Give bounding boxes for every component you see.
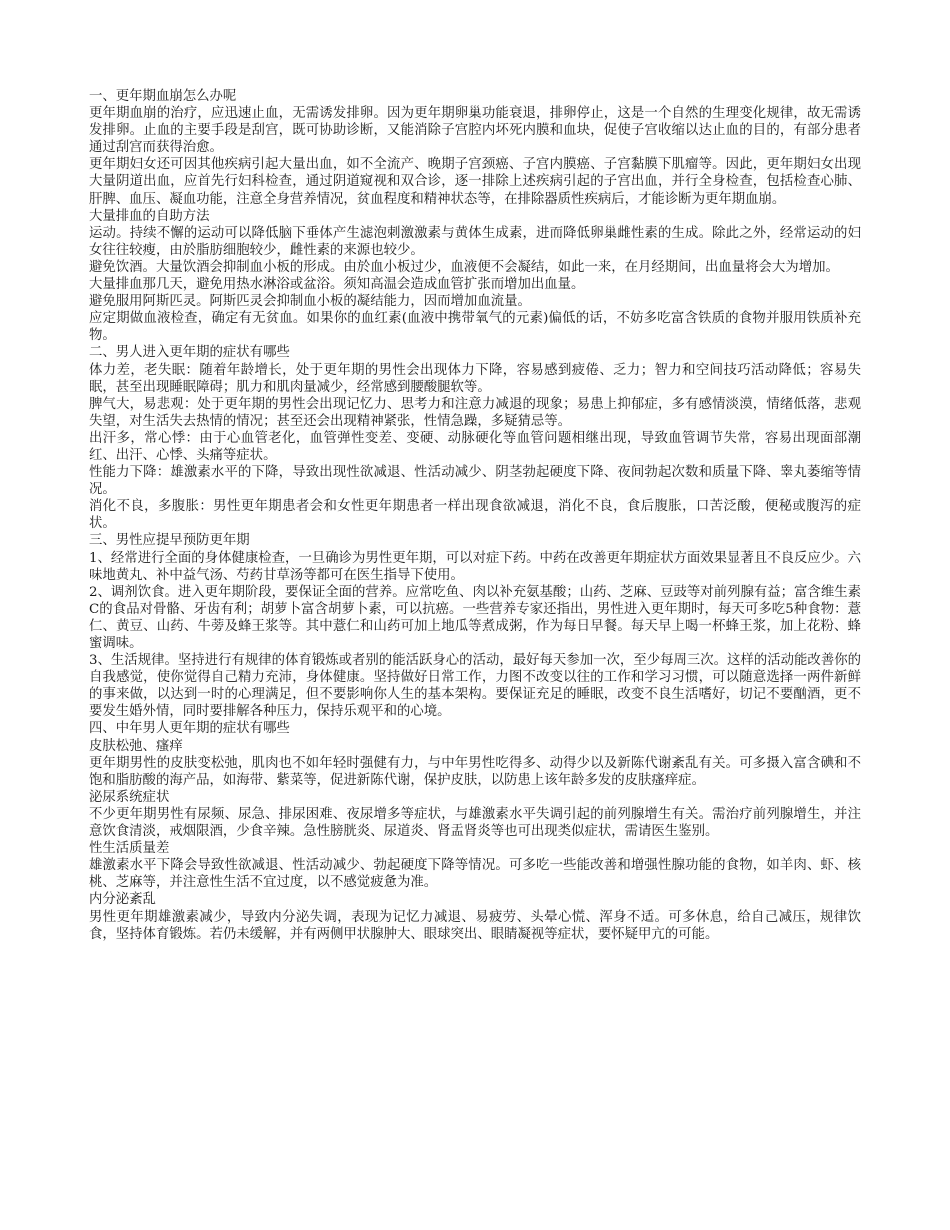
- heading-middle-aged-symptoms: 四、中年男人更年期的症状有哪些: [89, 721, 290, 737]
- subheading-skin: 皮肤松弛、瘙痒: [89, 738, 183, 754]
- subheading-self-help: 大量排血的自助方法: [89, 208, 210, 224]
- paragraph: 3、生活规律。坚持进行有规律的体育锻炼或者别的能活跃身心的活动，最好每天参加一次，至少每周三次。这样的活动能改善你的自我感觉，使你觉得自己精力充沛，身体健康。坚持做好日常工作，力图不改变以往的工作和学习习惯，可以随意选择一两件新鲜的事来做，以达到一时的心理满足，但不要影响你人生的基本架构。要保证充足的睡眠，改变不良生活嗜好，切记不要酗酒，更不要发生婚外情，同时要排解各种压力，保持乐观平和的心境。: [89, 653, 861, 720]
- heading-prevention: 三、男性应提早预防更年期: [89, 533, 250, 549]
- paragraph: 避免服用阿斯匹灵。阿斯匹灵会抑制血小板的凝结能力，因而增加血流量。: [89, 294, 531, 310]
- document-body: [89, 88, 861, 943]
- paragraph: 运动。持续不懈的运动可以降低脑下垂体产生滤泡刺激激素与黄体生成素，进而降低卵巢雌性素的生成。除此之外，经常运动的妇女往往较瘦，由於脂肪细胞较少，雌性素的来源也较少。: [89, 225, 861, 258]
- paragraph: 2、调剂饮食。进入更年期阶段，要保证全面的营养。应常吃鱼、肉以补充氨基酸；山药、芝麻、豆豉等对前列腺有益；富含维生素C的食品对骨骼、牙齿有利；胡萝卜富含胡萝卜素，可以抗癌。一些营养专家还指出，男性进入更年期时，每天可多吃5种食物：薏仁、黄豆、山药、牛蒡及蜂王浆等。其中薏仁和山药可加上地瓜等煮成粥，作为每日早餐。每天早上喝一杯蜂王浆，加上花粉、蜂蜜调味。: [89, 584, 861, 651]
- heading-menopause-bleeding: 一、更年期血崩怎么办呢: [89, 89, 237, 104]
- subheading-sexual-quality: 性生活质量差: [89, 841, 170, 857]
- paragraph: 更年期妇女还可因其他疾病引起大量出血，如不全流产、晚期子宫颈癌、子宫内膜癌、子宫黏膜下肌瘤等。因此，更年期妇女出现大量阴道出血，应首先行妇科检查，通过阴道窥视和双合诊，逐一排除上述疾病引起的子宫出血，并行全身检查，包括检查心肺、肝脾、血压、凝血功能，注意全身营养情况，贫血程度和精神状态等，在排除器质性疾病后，才能诊断为更年期血崩。: [89, 157, 861, 207]
- paragraph: 体力差，老失眠：随着年龄增长，处于更年期的男性会出现体力下降，容易感到疲倦、乏力；智力和空间技巧活动降低；容易失眠，甚至出现睡眠障碍；肌力和肌肉量减少，经常感到腰酸腿软等。: [89, 362, 861, 395]
- paragraph: 脾气大，易悲观：处于更年期的男性会出现记忆力、思考力和注意力减退的现象；易患上抑郁症，多有感情淡漠，情绪低落，悲观失望，对生活失去热情的情况；甚至还会出现精神紧张，性情急躁，多疑猜忌等。: [89, 396, 861, 429]
- paragraph: 1、经常进行全面的身体健康检查，一旦确诊为男性更年期，可以对症下药。中药在改善更年期症状方面效果显著且不良反应少。六味地黄丸、补中益气汤、芍药甘草汤等都可在医生指导下使用。: [89, 550, 861, 583]
- paragraph: 不少更年期男性有尿频、尿急、排尿困难、夜尿增多等症状，与雄激素水平失调引起的前列腺增生有关。需治疗前列腺增生，并注意饮食清淡，戒烟限酒，少食辛辣。急性膀胱炎、尿道炎、肾盂肾炎等也可出现类似症状，需请医生鉴别。: [89, 806, 861, 840]
- paragraph: 大量排血那几天，避免用热水淋浴或盆浴。须知高温会造成血管扩张而增加出血量。: [89, 277, 585, 293]
- paragraph: 应定期做血液检查，确定有无贫血。如果你的血红素(血液中携带氧气的元素)偏低的话，不妨多吃富含铁质的食物并服用铁质补充物。: [89, 311, 861, 344]
- paragraph: 男性更年期雄激素减少，导致内分泌失调，表现为记忆力减退、易疲劳、头晕心慌、浑身不适。可多休息，给自己减压，规律饮食，坚持体育锻炼。若仍未缓解，并有两侧甲状腺肿大、眼球突出、眼睛凝视等症状，要怀疑甲亢的可能。: [89, 909, 861, 942]
- paragraph: 出汗多，常心悸：由于心血管老化，血管弹性变差、变硬、动脉硬化等血管问题相继出现，导致血管调节失常，容易出现面部潮红、出汗、心悸、头痛等症状。: [89, 430, 861, 463]
- paragraph: 更年期男性的皮肤变松弛，肌肉也不如年轻时强健有力，与中年男性吃得多、动得少以及新陈代谢紊乱有关。可多摄入富含碘和不饱和脂肪酸的海产品，如海带、紫菜等，促进新陈代谢，保护皮肤，以防患上该年龄多发的皮肤瘙痒症。: [89, 755, 861, 788]
- heading-male-menopause-symptoms: 二、男人进入更年期的症状有哪些: [89, 345, 290, 361]
- paragraph: 雄激素水平下降会导致性欲减退、性活动减少、勃起硬度下降等情况。可多吃一些能改善和增强性腺功能的食物，如羊肉、虾、核桃、芝麻等，并注意性生活不宜过度，以不感觉疲惫为准。: [89, 858, 861, 891]
- paragraph: 性能力下降：雄激素水平的下降，导致出现性欲减退、性活动减少、阴茎勃起硬度下降、夜间勃起次数和质量下降、睾丸萎缩等情况。: [89, 465, 861, 498]
- subheading-urinary: 泌尿系统症状: [89, 789, 170, 805]
- paragraph: 避免饮酒。大量饮酒会抑制血小板的形成。由於血小板过少，血液便不会凝结，如此一来，在月经期间，出血量将会大为增加。: [89, 259, 839, 275]
- paragraph: 消化不良，多腹胀：男性更年期患者会和女性更年期患者一样出现食欲减退，消化不良，食后腹胀，口苦泛酸，便秘或腹泻的症状。: [89, 499, 861, 532]
- paragraph: 更年期血崩的治疗，应迅速止血，无需诱发排卵。因为更年期卵巢功能衰退，排卵停止，这是一个自然的生理变化规律，故无需诱发排卵。止血的主要手段是刮宫，既可协助诊断，又能消除子宫腔内坏死内膜和血块，促使子宫收缩以达止血的目的，有部分患者通过刮宫而获得治愈。: [89, 106, 861, 156]
- subheading-endocrine: 内分泌紊乱: [89, 892, 156, 908]
